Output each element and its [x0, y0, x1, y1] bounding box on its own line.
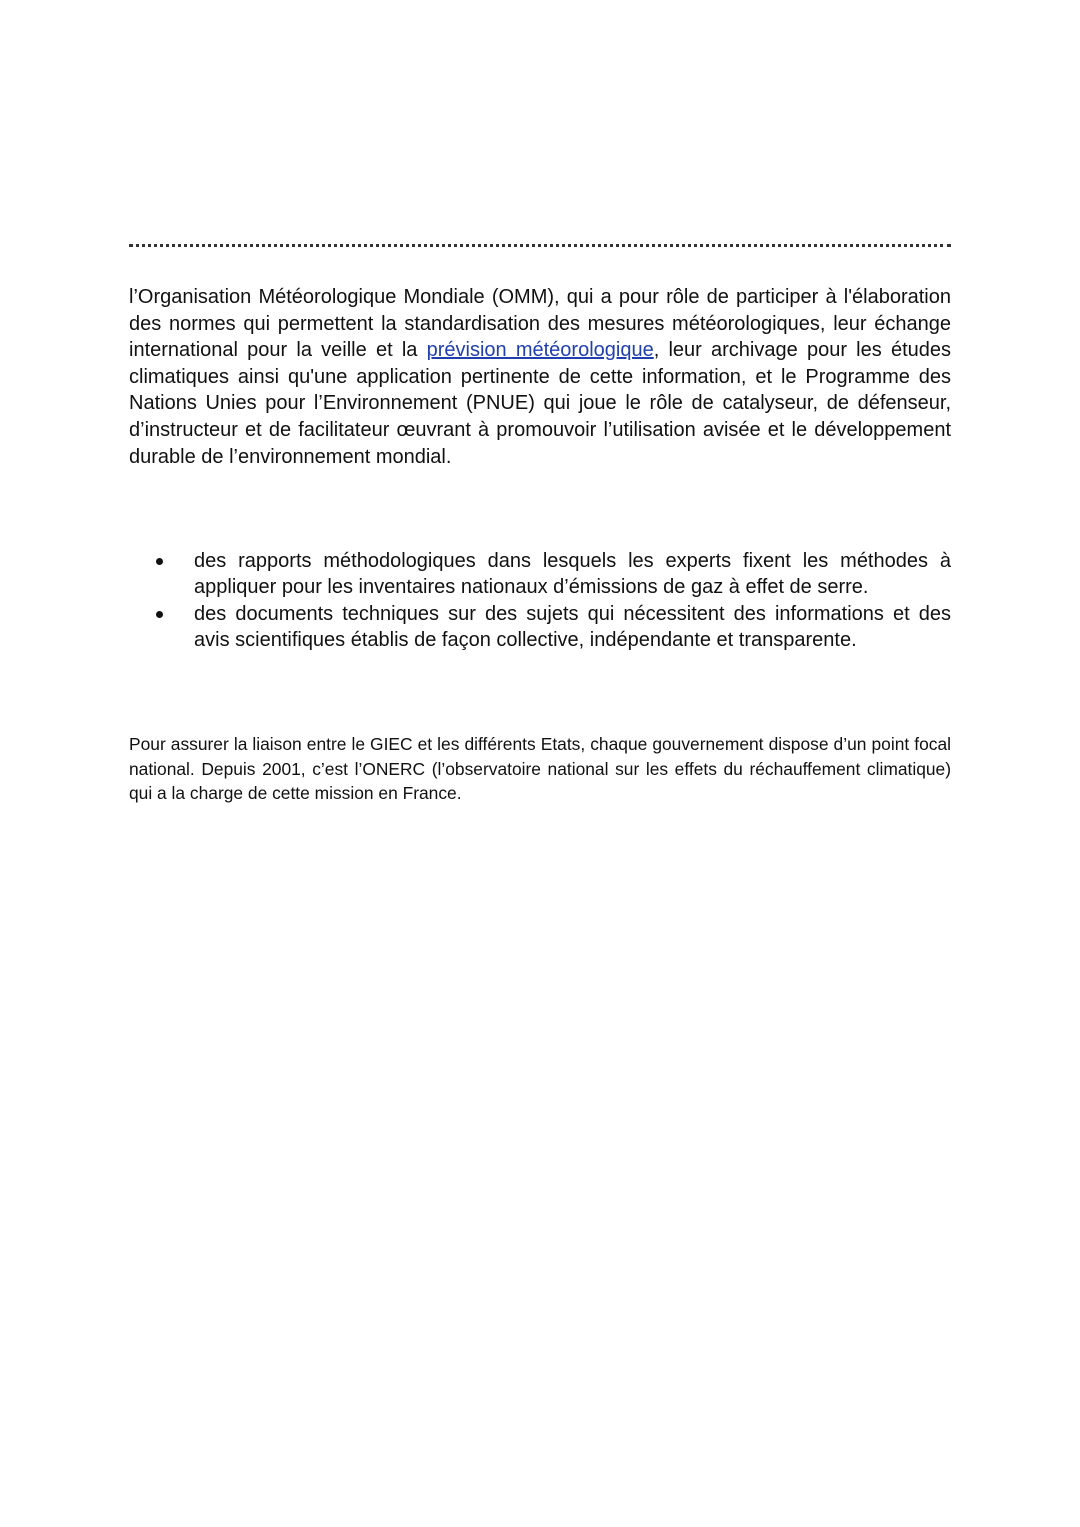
main-paragraph-text-end: , leur archivage pour les études climatiques ainsi qu'une application pertinente de cette information, et le Programme des Nations Unies pour l’Environnement (PNUE) qui joue le rôle de catalyseur, de défenseur, d’instructeur et de facilitateur œuvrant à promouvoir l’utilisation avisée et le développement durable de l’environnement mondial.: [129, 339, 951, 468]
bullet-icon: [156, 558, 163, 565]
bullet-icon: [156, 611, 163, 618]
list-item: [129, 548, 951, 601]
prevision-meteorologique-link[interactable]: prévision météorologique: [426, 339, 654, 362]
list-item: [129, 601, 951, 654]
list-item-text: des documents techniques sur des sujets qui nécessitent des informations et des avis scientifiques établis de façon collective, indépendante et transparente.: [194, 602, 951, 652]
main-paragraph-text-start: l’Organisation Météorologique Mondiale (OMM), qui a pour rôle de participer à l'élaboration des normes qui permettent la standardisation des mesures météorologiques, leur échange international pour la veille et la: [129, 286, 951, 362]
bullet-list: [129, 548, 951, 654]
dotted-separator: [129, 244, 951, 247]
footer-paragraph: Pour assurer la liaison entre le GIEC et les différents Etats, chaque gouvernement dispose d’un point focal national. Depuis 2001, c’est l’ONERC (l’observatoire national sur les effets du réchauffement climatique) qui a la charge de cette mission en France.: [129, 734, 951, 804]
main-paragraph: [129, 284, 951, 470]
list-item-text: des rapports méthodologiques dans lesquels les experts fixent les méthodes à appliquer pour les inventaires nationaux d’émissions de gaz à effet de serre.: [194, 550, 951, 599]
